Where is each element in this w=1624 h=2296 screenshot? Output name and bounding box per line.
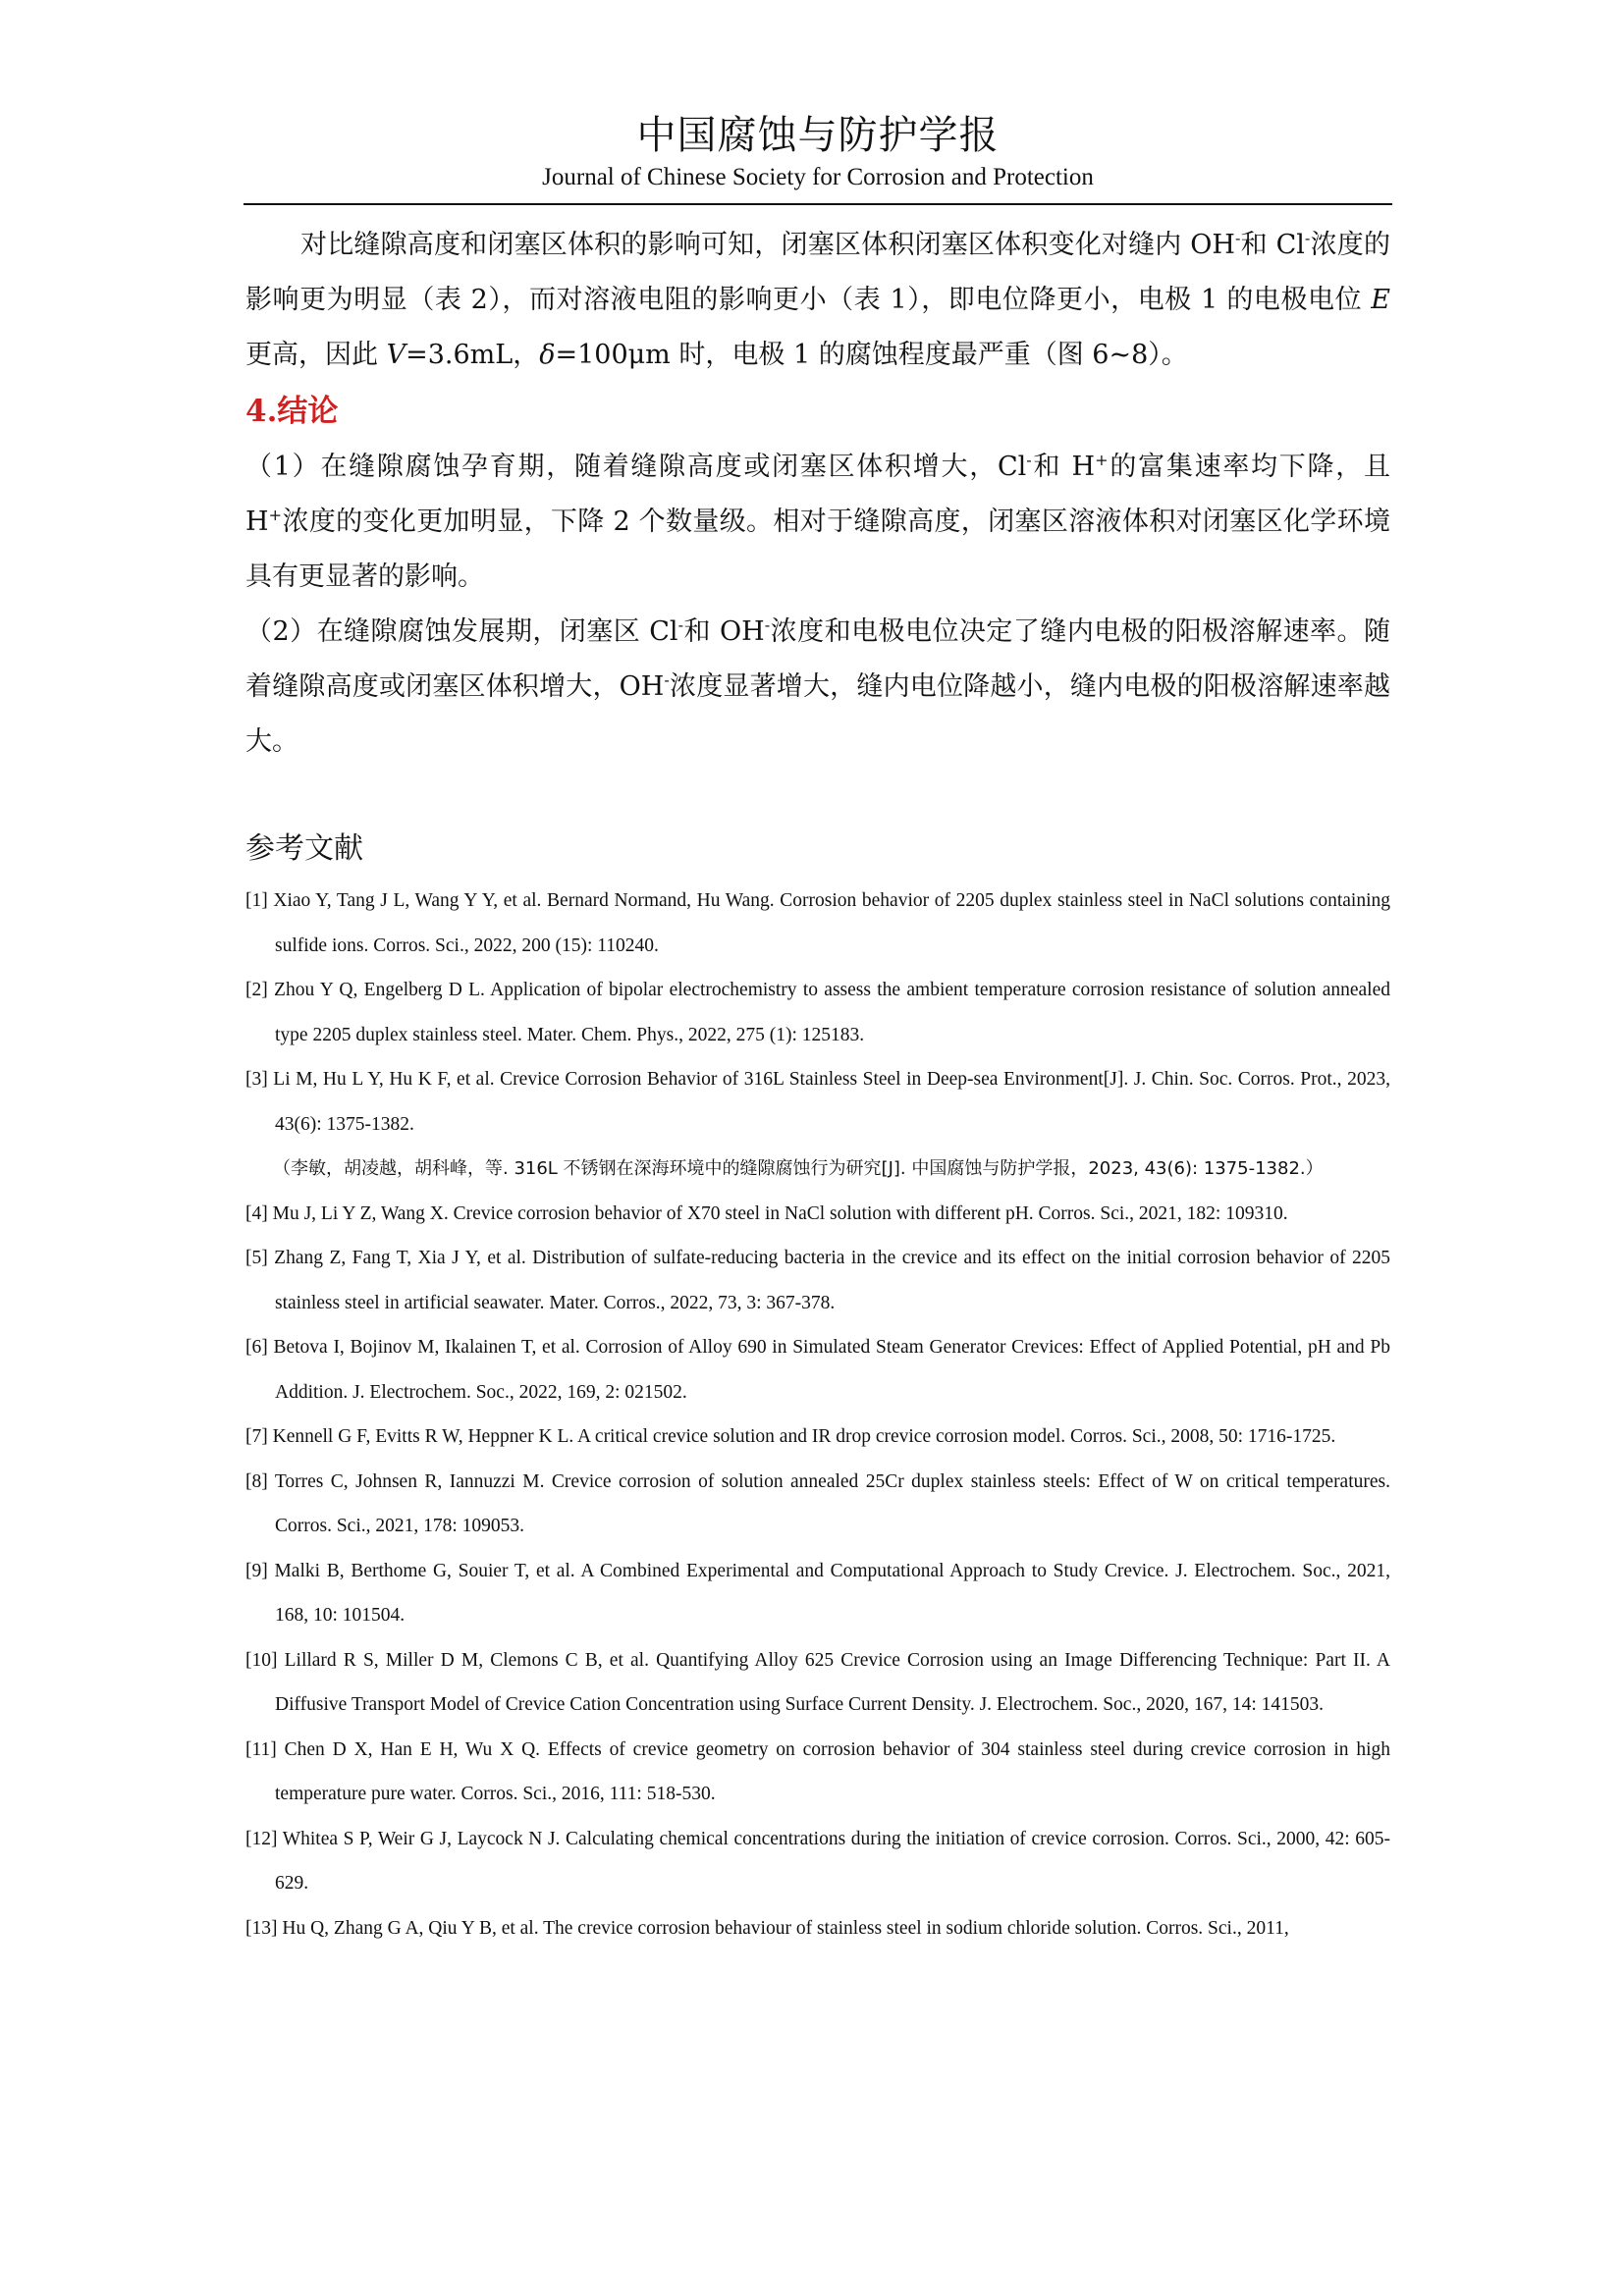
header-rule [244,203,1392,205]
reference-item: [6] Betova I, Bojinov M, Ikalainen T, et al. Corrosion of Alloy 690 in Simulated Steam Generator Crevices: Effect of Applied Potential, pH and Pb Addition. J. Electrochem. Soc., 2022, 169, 2: 021502. [245,1337,1390,1403]
conclusion-item-1: （1）在缝隙腐蚀孕育期，随着缝隙高度或闭塞区体积增大，Cl-和 H+的富集速率均下降，且 H+浓度的变化更加明显，下降 2 个数量级。相对于缝隙高度，闭塞区溶液体积对闭塞区化学环境具有更显著的影响。 [245,451,1390,592]
reference-item: [12] Whitea S P, Weir G J, Laycock N J. Calculating chemical concentrations during the initiation of crevice corrosion. Corros. Sci., 2000, 42: 605-629. [245,1828,1390,1894]
reference-item: [4] Mu J, Li Y Z, Wang X. Crevice corrosion behavior of X70 steel in NaCl solution with different pH. Corros. Sci., 2021, 182: 109310. [245,1202,1288,1224]
reference-item: [2] Zhou Y Q, Engelberg D L. Application of bipolar electrochemistry to assess the ambient temperature corrosion resistance of solution annealed type 2205 duplex stainless steel. Mater. Chem. Phys., 2022, 275 (1): 125183. [245,980,1390,1045]
reference-list [245,879,1390,1950]
reference-item: [10] Lillard R S, Miller D M, Clemons C B, et al. Quantifying Alloy 625 Crevice Corrosion using an Image Differencing Technique: Part II. A Diffusive Transport Model of Crevice Cation Concentration using Surface Current Density. J. Electrochem. Soc., 2020, 167, 14: 141503. [245,1649,1390,1715]
reference-item: [8] Torres C, Johnsen R, Iannuzzi M. Crevice corrosion of solution annealed 25Cr duplex stainless steels: Effect of W on critical temperatures. Corros. Sci., 2021, 178: 109053. [245,1470,1390,1536]
conclusion-item-2: （2）在缝隙腐蚀发展期，闭塞区 Cl-和 OH-浓度和电极电位决定了缝内电极的阳极溶解速率。随着缝隙高度或闭塞区体积增大，OH-浓度显著增大，缝内电位降越小，缝内电极的阳极溶解速率越大。 [245,615,1390,757]
reference-item: [1] Xiao Y, Tang J L, Wang Y Y, et al. Bernard Normand, Hu Wang. Corrosion behavior of 2205 duplex stainless steel in NaCl solutions containing sulfide ions. Corros. Sci., 2022, 200 (15): 110240. [245,890,1390,956]
reference-item-translation: （李敏，胡凌越，胡科峰，等. 316L 不锈钢在深海环境中的缝隙腐蚀行为研究[J]. 中国腐蚀与防护学报，2023, 43(6): 1375-1382.） [273,1158,1324,1179]
body-text [245,218,1390,770]
references-heading: 参考文献 [245,831,363,866]
reference-item: [5] Zhang Z, Fang T, Xia J Y, et al. Distribution of sulfate-reducing bacteria in the crevice and its effect on the initial corrosion behavior of 2205 stainless steel in artificial seawater. Mater. Corros., 2022, 73, 3: 367-378. [245,1248,1390,1313]
reference-item: [11] Chen D X, Han E H, Wu X Q. Effects of crevice geometry on corrosion behavior of 304 stainless steel during crevice corrosion in high temperature pure water. Corros. Sci., 2016, 111: 518-530. [245,1738,1390,1804]
discussion-paragraph: 对比缝隙高度和闭塞区体积的影响可知，闭塞区体积闭塞区体积变化对缝内 OH-和 Cl-浓度的影响更为明显（表 2），而对溶液电阻的影响更小（表 1），即电位降更小，电极 1 的电极电位 E 更高，因此 V=3.6mL，δ=100μm 时，电极 1 的腐蚀程度最严重（图 6~8）。 [245,229,1390,370]
journal-title-cn: 中国腐蚀与防护学报 [636,113,1000,158]
reference-item: [3] Li M, Hu L Y, Hu K F, et al. Crevice Corrosion Behavior of 316L Stainless Steel in Deep-sea Environment[J]. J. Chin. Soc. Corros. Prot., 2023, 43(6): 1375-1382. [245,1069,1390,1135]
reference-item: [7] Kennell G F, Evitts R W, Heppner K L. A critical crevice solution and IR drop crevice corrosion model. Corros. Sci., 2008, 50: 1716-1725. [245,1426,1336,1447]
reference-item: [13] Hu Q, Zhang G A, Qiu Y B, et al. The crevice corrosion behaviour of stainless steel in sodium chloride solution. Corros. Sci., 2011, [245,1917,1289,1939]
section-heading-conclusion: 4.结论 [245,394,339,429]
journal-header [244,110,1392,194]
journal-title-en: Journal of Chinese Society for Corrosion and Protection [542,164,1094,190]
reference-item: [9] Malki B, Berthome G, Souier T, et al. A Combined Experimental and Computational Approach to Study Crevice. J. Electrochem. Soc., 2021, 168, 10: 101504. [245,1560,1390,1626]
